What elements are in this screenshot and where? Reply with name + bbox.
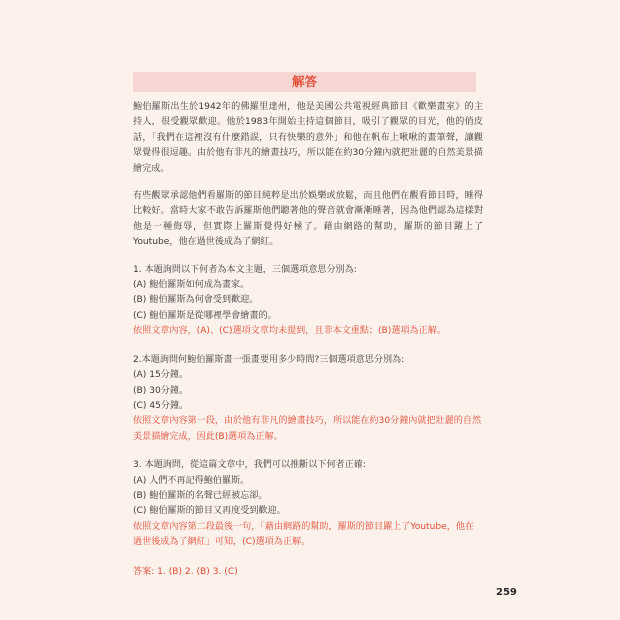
- option-c: (C) 45分鐘。: [133, 400, 189, 411]
- option-b: (B) 鮑伯羅斯為何會受到歡迎。: [133, 295, 259, 306]
- option-b: (B) 30分鐘。: [133, 385, 189, 396]
- answer-content: [133, 100, 483, 580]
- passage-paragraph-1: 鮑伯羅斯出生於1942年的佛羅里達州，他是美國公共電視經典節目《歡樂畫室》的主持人，很受觀眾歡迎。他於1983年開始主持這個節目，吸引了觀眾的目光，他的俏皮話，「我們在這裡沒有什麼錯誤，只有快樂的意外」和他在帆布上啾啾的畫筆聲，讓觀眾覺得很逗趣。由於他有非凡的繪畫技巧，所以能在約30分鐘內就把壯麗的自然美景描繪完成。: [133, 102, 483, 174]
- explanation: 依照文章內容第一段，由於他有非凡的繪畫技巧，所以能在約30分鐘內就把壯麗的自然美景描繪完成，因此(B)選項為正解。: [133, 416, 482, 442]
- option-a: (A) 鮑伯羅斯如何成為畫家。: [133, 280, 250, 291]
- question-1: [133, 263, 483, 340]
- option-a: (A) 15分鐘。: [133, 370, 189, 381]
- answer-key: 答案: 1. (B) 2. (B) 3. (C): [133, 566, 238, 577]
- question-stem: 3. 本題詢問，從這篇文章中，我們可以推斷以下何者正確:: [133, 460, 366, 471]
- question-stem: 1. 本題詢問以下何者為本文主題，三個選項意思分別為:: [133, 264, 357, 275]
- question-2: [133, 353, 483, 445]
- explanation: 依照文章內容，(A)、(C)選項文章均未提到，且非本文重點；(B)選項為正解。: [133, 326, 446, 337]
- section-title: 解答: [291, 74, 317, 89]
- question-3: [133, 458, 483, 550]
- option-a: (A) 人們不再記得鮑伯羅斯。: [133, 475, 250, 486]
- option-c: (C) 鮑伯羅斯是從哪裡學會繪畫的。: [133, 310, 277, 321]
- page-number: 259: [496, 587, 517, 598]
- question-stem: 2.本題詢問何鮑伯羅斯畫一張畫要用多少時間?三個選項意思分別為:: [133, 354, 405, 365]
- section-header: [133, 72, 476, 92]
- option-b: (B) 鮑伯羅斯的名聲已經被忘卻。: [133, 490, 268, 501]
- passage-paragraph-2: 有些觀眾承認他們看羅斯的節目純粹是出於娛樂或放鬆，而且他們在觀看節目時，睡得比較好。當時大家不敢告訴羅斯他們聽著他的聲音就會漸漸睡著，因為他們認為這樣對他是一種侮辱，但實際上羅斯覺得好極了。藉由網路的幫助，羅斯的節目躍上了Youtube，他在過世後成為了網紅。: [133, 191, 483, 248]
- explanation: 依照文章內容第二段最後一句，「藉由網路的幫助，羅斯的節目躍上了Youtube，他在過世後成為了網紅」可知，(C)選項為正解。: [133, 521, 475, 548]
- option-c: (C) 鮑伯羅斯的節目又再度受到歡迎。: [133, 506, 286, 517]
